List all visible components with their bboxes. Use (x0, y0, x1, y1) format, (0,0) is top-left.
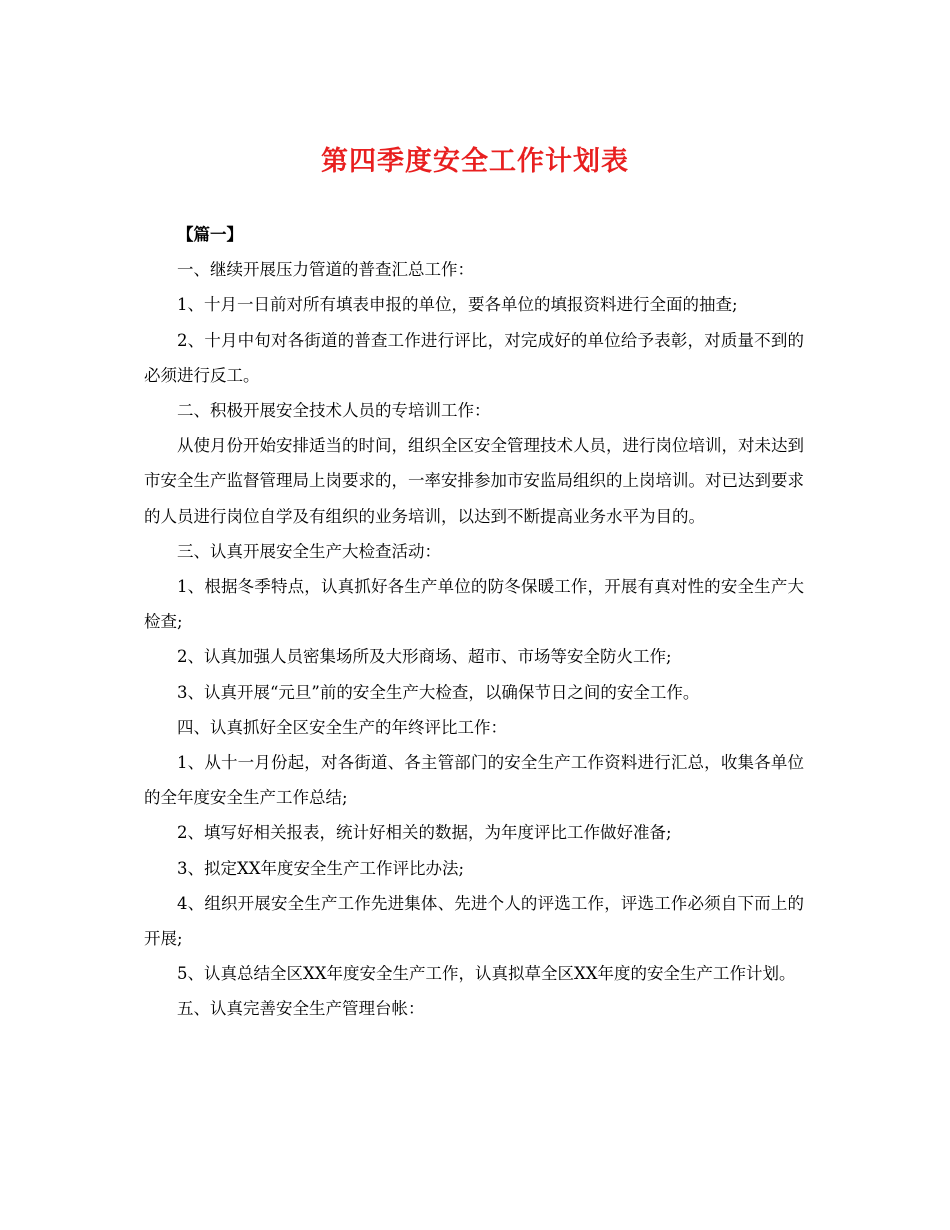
document-title: 第四季度安全工作计划表 (321, 146, 629, 177)
paragraph-2: 1、十月一日前对所有填表申报的单位，要各单位的填报资料进行全面的抽查; (177, 295, 738, 315)
paragraph-5: 从使月份开始安排适当的时间，组织全区安全管理技术人员，进行岗位培训，对未达到市安全生产监督管理局上岗要求的，一率安排参加市安监局组织的上岗培训。对已达到要求的人员进行岗位自学及有组织的业务培训，以达到不断提高业务水平为目的。 (144, 436, 804, 526)
paragraph-8: 2、认真加强人员密集场所及大形商场、超市、市场等安全防火工作; (177, 647, 672, 667)
paragraph-7: 1、根据冬季特点，认真抓好各生产单位的防冬保暖工作，开展有真对性的安全生产大检查; (144, 577, 804, 632)
paragraph-6: 三、认真开展安全生产大检查活动： (177, 541, 441, 561)
paragraph-13: 3、拟定XX年度安全生产工作评比办法; (177, 858, 465, 878)
section-tag: 【篇一】 (177, 225, 243, 244)
paragraph-10: 四、认真抓好全区安全生产的年终评比工作： (177, 717, 507, 737)
paragraph-14: 4、组织开展安全生产工作先进集体、先进个人的评选工作，评选工作必须自下而上的开展; (144, 893, 804, 949)
paragraph-3: 2、十月中旬对各街道的普查工作进行评比，对完成好的单位给予表彰，对质量不到的必须进行反工。 (144, 330, 804, 385)
paragraph-4: 二、积极开展安全技术人员的专培训工作： (177, 401, 491, 421)
document-body (144, 217, 804, 1027)
paragraph-11: 1、从十一月份起，对各街道、各主管部门的安全生产工作资料进行汇总，收集各单位的全年度安全生产工作总结; (144, 753, 804, 808)
paragraph-9: 3、认真开展“元旦”前的安全生产大检查，以确保节日之间的安全工作。 (177, 682, 700, 702)
paragraph-15: 5、认真总结全区XX年度安全生产工作，认真拟草全区XX年度的安全生产工作计划。 (177, 964, 796, 984)
paragraph-1: 一、继续开展压力管道的普查汇总工作： (177, 260, 474, 280)
paragraph-16: 五、认真完善安全生产管理台帐： (177, 999, 425, 1019)
paragraph-12: 2、填写好相关报表，统计好相关的数据，为年度评比工作做好准备; (177, 823, 672, 843)
